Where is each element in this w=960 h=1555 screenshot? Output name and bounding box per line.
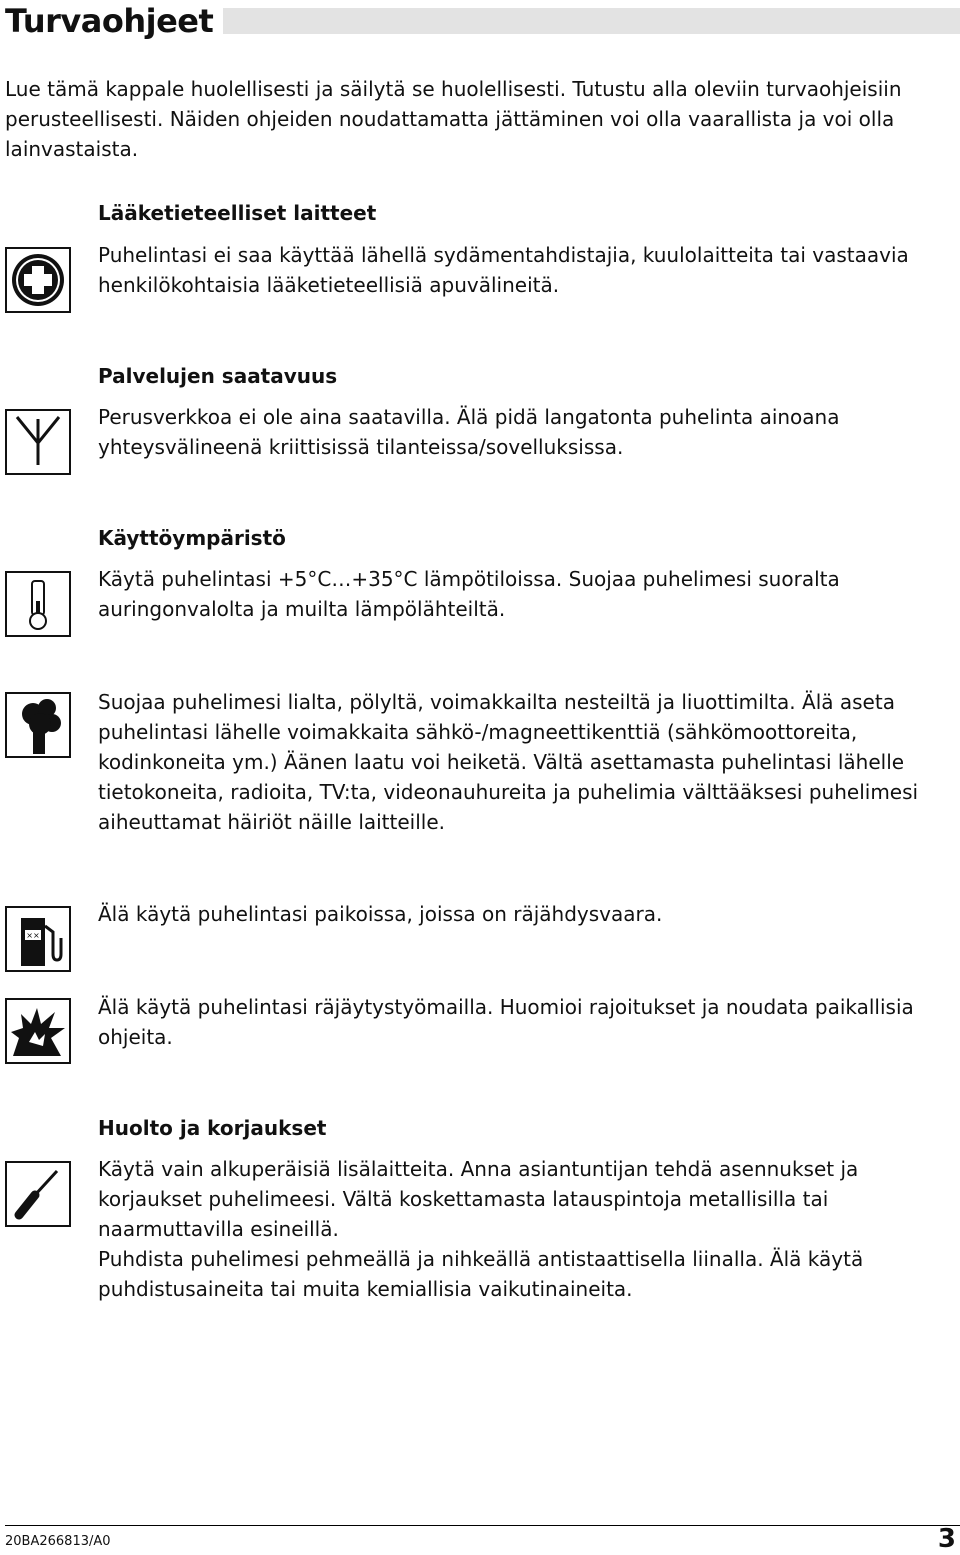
title-rule (223, 8, 960, 34)
page-number: 3 (937, 1524, 956, 1554)
tree-icon (5, 692, 71, 758)
explosion-icon (5, 998, 71, 1064)
section-text-dirt: Suojaa puhelimesi lialta, pölyltä, voimakkailta nesteiltä ja liuottimilta. Älä aseta puhelintasi lähelle voimakkaita sähkö-/magneettikenttiä (sähkömoottoreita, kodinkoneita ym.) Äänen laatu voi heiketä. Vältä asettamasta puhelintasi lähelle tietokoneita, radioita, TV:ta, videonauhureita ja puhelimia välttääksesi puhelimesi aiheuttamat häiriöt näille laitteille. (98, 690, 919, 834)
section-text-availability: Perusverkkoa ei ole aina saatavilla. Älä pidä langatonta puhelinta ainoana yhteysvälineenä kriittisissä tilanteissa/sovelluksissa. (98, 405, 840, 459)
page-title: Turvaohjeet (5, 2, 214, 40)
title-bar (0, 0, 960, 42)
section-text-cleaning: Puhdista puhelimesi pehmeällä ja nihkeällä antistaattisella liinalla. Älä käytä puhdistusaineita tai muita kemiallisia vaikutinaineita. (98, 1247, 864, 1301)
thermometer-icon (5, 571, 71, 637)
section-heading-environment: Käyttöympäristö (98, 526, 286, 550)
fuel-pump-icon (5, 906, 71, 972)
section-text-environment: Käytä puhelintasi +5°C…+35°C lämpötiloissa. Suojaa puhelimesi suoralta auringonvalolta ja muilta lämpölähteiltä. (98, 567, 840, 621)
section-text-blasting: Älä käytä puhelintasi räjäytystyömailla. Huomioi rajoitukset ja noudata paikallisia ohjeita. (98, 995, 914, 1049)
antenna-icon (5, 409, 71, 475)
medical-cross-icon (5, 247, 71, 313)
svg-text:××: ×× (26, 931, 40, 940)
footer-rule (5, 1525, 960, 1526)
section-heading-maintenance: Huolto ja korjaukset (98, 1116, 327, 1140)
section-heading-availability: Palvelujen saatavuus (98, 364, 338, 388)
section-heading-medical: Lääketieteelliset laitteet (98, 201, 377, 225)
document-code: 20BA266813/A0 (5, 1534, 111, 1549)
section-text-medical: Puhelintasi ei saa käyttää lähellä sydämentahdistajia, kuulolaitteita tai vastaavia henkilökohtaisia lääketieteellisiä apuvälineitä. (98, 243, 909, 297)
section-text-maintenance: Käytä vain alkuperäisiä lisälaitteita. Anna asiantuntijan tehdä asennukset ja korjaukset puhelimeesi. Vältä koskettamasta latauspintoja metallisilla tai naarmuttavilla esineillä. (98, 1157, 859, 1241)
section-text-explosive-area: Älä käytä puhelintasi paikoissa, joissa on räjähdysvaara. (98, 902, 663, 926)
screwdriver-icon (5, 1161, 71, 1227)
intro-paragraph: Lue tämä kappale huolellisesti ja säilytä se huolellisesti. Tutustu alla oleviin turvaohjeisiin perusteellisesti. Näiden ohjeiden noudattamatta jättäminen voi olla vaarallista ja voi olla lainvastaista. (5, 77, 902, 161)
